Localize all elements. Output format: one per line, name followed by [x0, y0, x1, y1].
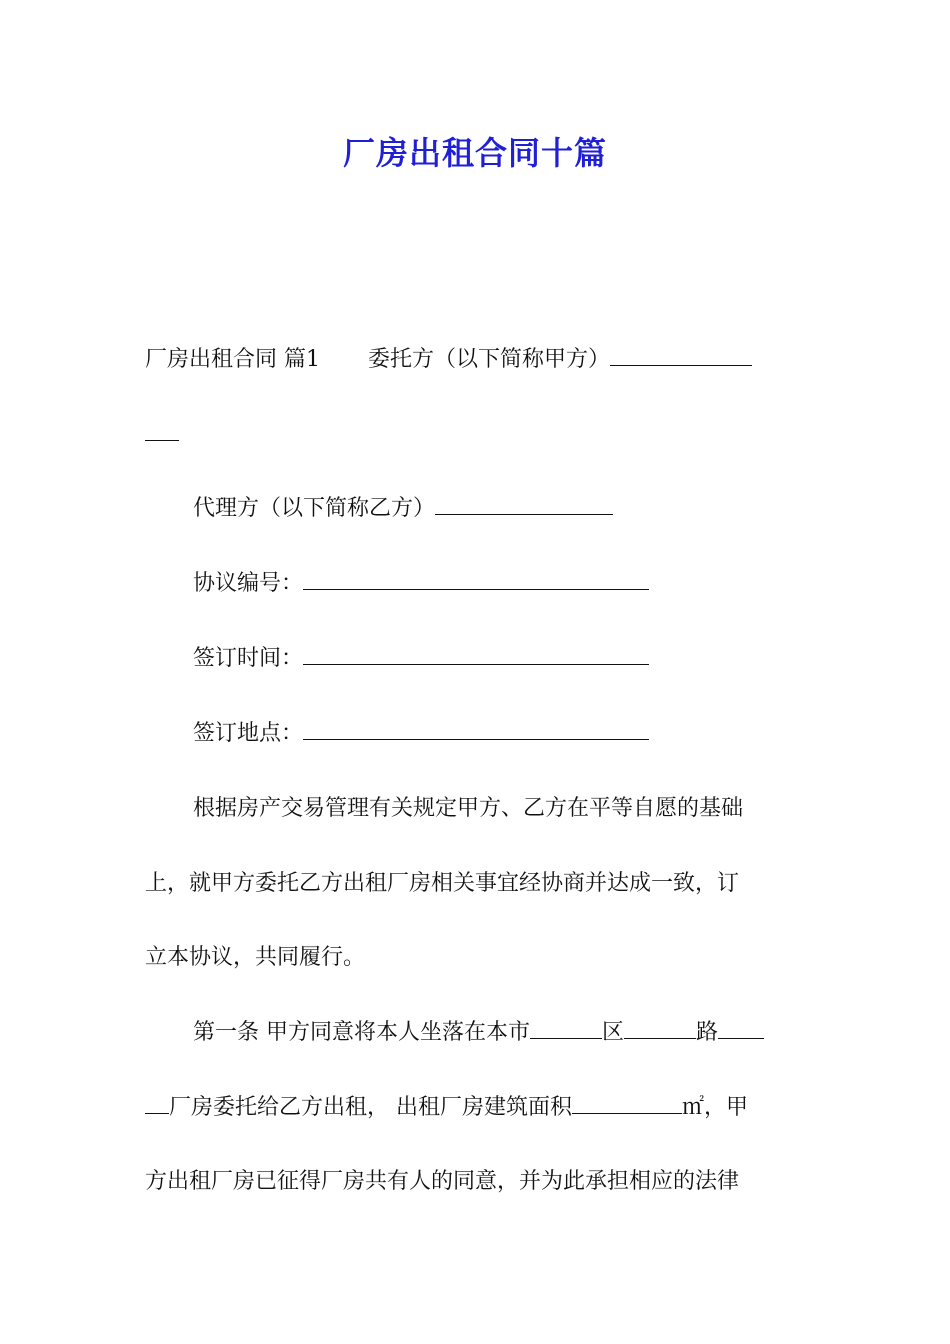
- district-blank: [530, 1018, 602, 1039]
- section-heading: 厂房出租合同 篇1: [145, 347, 320, 372]
- client-label: 委托方（以下简称甲方）: [368, 347, 611, 372]
- line-agent: [193, 494, 613, 524]
- agent-blank: [435, 494, 613, 515]
- line-client-cont: [145, 420, 179, 450]
- line-agreement-no: [193, 569, 649, 599]
- line-sign-date: [193, 644, 649, 674]
- area-blank: [572, 1093, 682, 1114]
- number-blank-cont: [145, 1093, 169, 1114]
- article-1-line-1: [193, 1018, 764, 1048]
- agreement-no-label: 协议编号：: [193, 571, 304, 596]
- paragraph-1-line-2: 上，就甲方委托乙方出租厂房相关事宜经协商并达成一致，订: [145, 871, 740, 896]
- line-client: [145, 345, 752, 375]
- paragraph-1-line-3: 立本协议，共同履行。: [145, 945, 366, 970]
- sign-date-blank: [303, 644, 649, 665]
- article-1-line-3: 方出租厂房已征得厂房共有人的同意，并为此承担相应的法律: [145, 1169, 740, 1194]
- paragraph-1-line-1: 根据房产交易管理有关规定甲方、乙方在平等自愿的基础: [193, 796, 744, 821]
- article-1-area-text: 厂房委托给乙方出租， 出租厂房建筑面积: [169, 1095, 572, 1120]
- document-title: 厂房出租合同十篇: [342, 134, 607, 172]
- sign-place-blank: [303, 719, 649, 740]
- agreement-no-blank: [303, 569, 649, 590]
- client-blank-cont: [145, 420, 179, 441]
- road-blank: [624, 1018, 696, 1039]
- road-label: 路: [696, 1020, 719, 1045]
- sign-place-label: 签订地点：: [193, 721, 304, 746]
- area-unit: ㎡，甲: [682, 1095, 749, 1120]
- number-blank: [718, 1018, 764, 1039]
- client-blank: [610, 345, 752, 366]
- line-sign-place: [193, 719, 649, 749]
- sign-date-label: 签订时间：: [193, 646, 304, 671]
- agent-label: 代理方（以下简称乙方）: [193, 496, 436, 521]
- article-1-intro: 第一条 甲方同意将本人坐落在本市: [193, 1020, 530, 1045]
- district-label: 区: [602, 1020, 625, 1045]
- article-1-line-2: [145, 1093, 748, 1123]
